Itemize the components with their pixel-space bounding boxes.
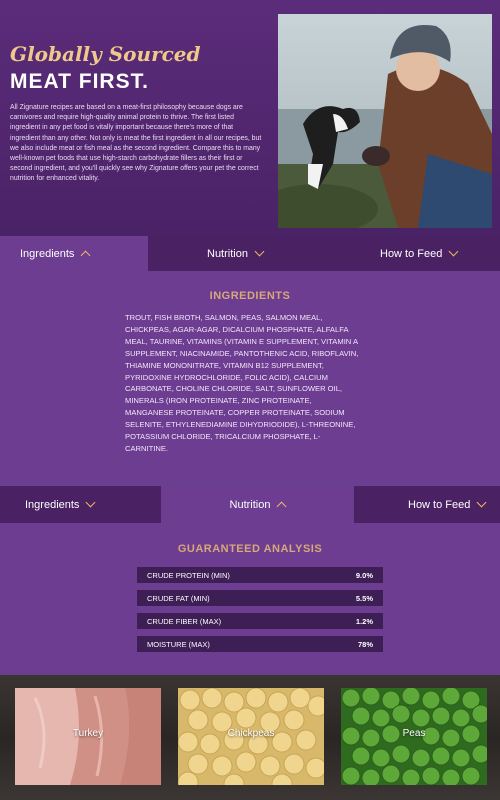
ingredients-list: TROUT, FISH BROTH, SALMON, PEAS, SALMON MEAL, CHICKPEAS, AGAR-AGAR, DICALCIUM PHOSPHATE, ALFALFA MEAL, TAURINE, VITAMINS (VITAMIN E SUPPLEMENT, VITAMIN A SUPPLEMENT, NIACINAMIDE, PANTOTHENIC ACID, RIBOFLAVIN, THIAMINE MONONITRATE, VITAMIN B12 SUPPLEMENT, PYRIDOXINE HYDROCHLORIDE, FOLIC ACID), CALCIUM CARBONATE, CHOLINE CHLORIDE, SALT, SUNFLOWER OIL, MINERALS (IRON PROTEINATE, ZINC PROTEINATE, MANGANESE PROTEINATE, COPPER PROTEINATE, SODIUM SELENITE, ETHYLENEDIAMINE DIHYDRIODIDE), L-THREONINE, POTASSIUM CHLORIDE, TRICALCIUM PHOSPHATE, L-CARNITINE. [125,313,359,453]
guaranteed-analysis-heading: GUARANTEED ANALYSIS [177,543,323,555]
hero-description: All Zignature recipes are based on a meat-first philosophy because dogs are carnivores and require high-quality animal protein to thrive. The first listed ingredient in any pet food is vitally important because there's more of that ingredient than any other. Not only is meat the first ingredient in all our recipes, but we also include meat or fish meal as the second ingredient. Compare this to many well-known pet foods that use high-starch carbohydrate fillers as their first or second ingredient, and you'll quickly see why Zignature offers your pet the correct nutrition for enhanced vitality. [10,104,262,183]
tab-nutrition[interactable] [207,236,263,271]
middle-tab-bar [0,486,500,523]
peas-label: Peas [402,728,426,739]
chevron-down-icon [477,498,487,508]
tab-ingredients[interactable] [25,486,94,523]
person-with-dog-photo [278,14,492,228]
tab-how-to-feed[interactable] [408,486,485,523]
tab-how-to-feed[interactable] [380,236,457,271]
analysis-label: MOISTURE (MAX) [147,640,210,649]
chickpeas-label: Chickpeas [227,728,275,739]
peas-tile [341,688,487,785]
top-tab-bar [0,236,500,271]
tab-how-to-feed-label: How to Feed [408,498,471,511]
chevron-down-icon [86,498,96,508]
turkey-label: Turkey [72,728,104,739]
hero-script-title: Globally Sourced [10,42,201,66]
analysis-value: 78% [357,640,373,649]
analysis-row [137,567,383,583]
hero-title: MEAT FIRST. [10,70,149,93]
analysis-value: 9.0% [355,571,373,580]
analysis-row [137,590,383,606]
tab-nutrition[interactable] [161,486,354,523]
analysis-value: 1.2% [355,617,373,626]
tab-ingredients-label: Ingredients [20,247,75,260]
chevron-down-icon [255,247,265,257]
hero-section [0,0,500,236]
chevron-down-icon [449,247,459,257]
analysis-value: 5.5% [355,594,373,603]
ingredient-gallery [0,675,500,800]
tab-how-to-feed-label: How to Feed [380,247,443,260]
tab-nutrition-label: Nutrition [207,247,248,260]
analysis-label: CRUDE PROTEIN (MIN) [147,571,230,580]
chevron-up-icon [277,501,287,511]
analysis-label: CRUDE FAT (MIN) [147,594,210,603]
analysis-row [137,636,383,652]
tab-nutrition-label: Nutrition [229,498,271,511]
ingredients-heading: INGREDIENTS [209,290,291,302]
analysis-label: CRUDE FIBER (MAX) [147,617,222,626]
chickpeas-tile [178,688,324,785]
analysis-row [137,613,383,629]
turkey-tile [15,688,161,785]
tab-ingredients[interactable] [0,236,148,271]
chevron-up-icon [81,250,91,260]
tab-ingredients-label: Ingredients [25,498,80,511]
